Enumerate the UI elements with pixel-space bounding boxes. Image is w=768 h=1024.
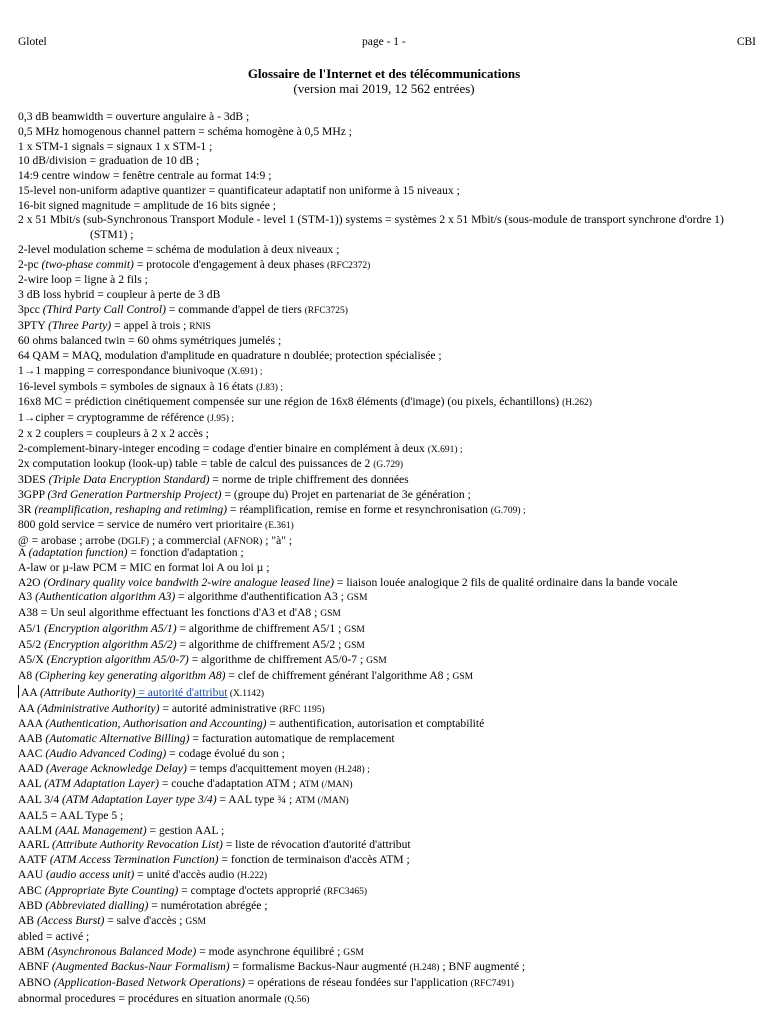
- glossary-entry: [18, 184, 758, 199]
- entry-definition: ; "à" ;: [262, 534, 293, 547]
- entry-definition: = liste de révocation d'autorité d'attribut: [222, 838, 411, 852]
- entry-definition: 3 dB loss hybrid = coupleur à perte de 3 dB: [18, 288, 221, 301]
- entry-expansion: (Abbreviated dialling): [45, 899, 149, 913]
- entry-definition: = liaison louée analogique 2 fils de qualité ordinaire dans la bande vocale: [334, 575, 678, 589]
- entry-source-note: (G.729): [373, 460, 404, 471]
- entry-term: A3: [18, 590, 36, 604]
- entry-expansion: (Three Party): [48, 318, 112, 332]
- glossary-entry: [18, 853, 758, 868]
- entry-definition: = authentification, autorisation et comptabilité: [266, 717, 485, 731]
- glossary-entry: [18, 349, 758, 364]
- entry-expansion: (Authentication, Authorisation and Accounting): [45, 717, 267, 731]
- glossary-entry: [18, 110, 758, 125]
- glossary-entry: [18, 154, 758, 169]
- entry-term: A: [18, 546, 29, 559]
- glossary-entry: [18, 653, 758, 669]
- entry-definition: = algorithme de chiffrement A5/1 ;: [176, 621, 345, 635]
- entry-definition: 800 gold service = service de numéro vert prioritaire: [18, 518, 266, 532]
- glossary-entry: [18, 334, 758, 349]
- entry-source-note: (J.95) ;: [207, 414, 234, 424]
- glossary-entry: [18, 914, 758, 930]
- glossary-entry: [18, 992, 758, 1008]
- entry-expansion: (Ciphering key generating algorithm A8): [35, 669, 226, 682]
- glossary-section-numeric: [18, 110, 758, 550]
- entry-definition: ; BNF augmenté ;: [439, 960, 526, 974]
- entry-source-note: GSM: [320, 609, 341, 619]
- entry-expansion: (Ordinary quality voice bandwith 2-wire analogue leased line): [43, 575, 334, 589]
- glossary-entry: [18, 793, 758, 809]
- entry-term: AA: [18, 701, 38, 715]
- entry-expansion: (Application-Based Network Operations): [53, 976, 246, 989]
- glossary-entry: [18, 606, 758, 622]
- entry-expansion: (Asynchronous Balanced Mode): [47, 944, 197, 958]
- glossary-entry: [18, 288, 758, 303]
- glossary-entry: [18, 546, 758, 561]
- entry-term: A5/1: [18, 621, 45, 635]
- glossary-entry: [18, 140, 758, 155]
- entry-term: A2O: [18, 575, 44, 589]
- entry-expansion: (Access Burst): [37, 914, 105, 927]
- entry-expansion: (Attribute Authority): [40, 685, 136, 699]
- entry-definition: abnormal procedures = procédures en situation anormale: [18, 991, 285, 1005]
- glossary-entry: [18, 199, 758, 214]
- glossary-entry: [18, 732, 758, 747]
- entry-source-note: ATM (/MAN): [295, 796, 349, 806]
- entry-definition: = réamplification, remise en forme et resynchronisation: [227, 502, 491, 516]
- glossary-entry: [18, 622, 758, 638]
- glossary-entry: [18, 411, 758, 427]
- glossary-entry: [18, 976, 758, 992]
- entry-source-note: (J.83) ;: [256, 382, 283, 393]
- entry-expansion: (Audio Advanced Coding): [45, 746, 167, 760]
- entry-definition: 60 ohms balanced twin = 60 ohms symétriques jumelés ;: [18, 334, 282, 348]
- glossary-entry: [18, 777, 758, 793]
- entry-definition: A38 = Un seul algorithme effectuant les fonctions d'A3 et d'A8 ;: [18, 606, 321, 619]
- entry-source-note: (RFC3465): [323, 886, 368, 897]
- entry-term: AAL: [18, 777, 45, 791]
- header-left: Glotel: [18, 36, 47, 48]
- entry-expansion: (ATM Adaptation Layer): [44, 777, 159, 791]
- entry-source-note: GSM: [452, 672, 474, 682]
- entry-term: AB: [18, 914, 38, 927]
- glossary-entry: [18, 213, 758, 243]
- entry-definition: 0,5 MHz homogenous channel pattern = schéma homogène à 0,5 MHz ;: [18, 124, 352, 138]
- entry-expansion: (Automatic Alternative Billing): [45, 732, 190, 745]
- entry-expansion: (Third Party Call Control): [42, 302, 166, 316]
- glossary-entry: [18, 884, 758, 900]
- entry-definition: 15-level non-uniform adaptive quantizer = quantificateur adaptatif non uniforme à 15 niveaux ;: [18, 183, 460, 197]
- entry-definition: = fonction d'adaptation ;: [127, 546, 244, 559]
- entry-term: AALM: [18, 823, 56, 837]
- entry-definition: 14:9 centre window = fenêtre centrale au format 14:9 ;: [18, 169, 272, 182]
- entry-source-note: (DGLF): [117, 537, 150, 547]
- entry-definition: = salve d'accès ;: [104, 914, 186, 927]
- entry-definition: 2 x 51 Mbit/s (sub-Synchronous Transport Module - level 1 (STM-1)) systems = systèmes 2 x 51 Mbit/s (sous-module de transport synchrone d'ordre 1) (STM1) ;: [18, 213, 724, 241]
- entry-term: AATF: [18, 853, 50, 866]
- entry-term: 3DES: [18, 473, 49, 486]
- entry-term: AAA: [18, 717, 46, 731]
- entry-definition: 1→1 mapping = correspondance biunivoque: [18, 363, 228, 377]
- entry-definition: 2-level modulation scheme = schéma de modulation à deux niveaux ;: [18, 242, 340, 256]
- entry-definition: 1→cipher = cryptogramme de référence: [18, 411, 208, 424]
- entry-expansion: (Encryption algorithm A5/1): [44, 621, 177, 635]
- entry-definition: 64 QAM = MAQ, modulation d'amplitude en quadrature n doublée; protection spécialisée ;: [18, 349, 442, 362]
- entry-definition: 16-bit signed magnitude = amplitude de 16 bits signée ;: [18, 198, 277, 212]
- entry-definition: = commande d'appel de tiers: [165, 302, 305, 316]
- entry-link[interactable]: = autorité d'attribut: [135, 685, 228, 699]
- glossary-entry: [18, 960, 758, 976]
- entry-source-note: (Q.56): [284, 994, 310, 1005]
- entry-expansion: (Authentication algorithm A3): [35, 590, 176, 604]
- glossary-entry: [18, 518, 758, 534]
- entry-definition: = AAL type ¾ ;: [216, 793, 296, 806]
- entry-source-note: ATM (/MAN): [298, 780, 353, 791]
- text-cursor: [18, 685, 19, 698]
- entry-term: AARL: [18, 838, 53, 852]
- entry-term: 2-pc: [18, 257, 42, 271]
- entry-source-note: (AFNOR): [223, 537, 263, 547]
- glossary-entry: [18, 319, 758, 335]
- entry-term: ABD: [18, 899, 46, 913]
- glossary-entry: [18, 638, 758, 654]
- entry-term: ABC: [18, 883, 45, 897]
- entry-term: AA: [21, 685, 41, 699]
- entry-definition: = algorithme de chiffrement A5/2 ;: [176, 637, 345, 651]
- entry-term: AAU: [18, 867, 47, 881]
- entry-definition: = couche d'adaptation ATM ;: [158, 777, 299, 791]
- entry-source-note: GSM: [344, 640, 365, 651]
- entry-term: 3PTY: [18, 318, 49, 332]
- entry-definition: 2x computation lookup (look-up) table = table de calcul des puissances de 2: [18, 457, 374, 471]
- entry-term: ABNO: [18, 976, 54, 989]
- entry-expansion: (Augmented Backus-Naur Formalism): [51, 960, 230, 974]
- entry-definition: = fonction de terminaison d'accès ATM ;: [218, 853, 410, 866]
- glossary-entry: [18, 685, 758, 702]
- document-title: Glossaire de l'Internet et des télécommunications: [247, 66, 521, 81]
- glossary-entry: [18, 809, 758, 824]
- glossary-entry: [18, 930, 758, 945]
- entry-definition: = unité d'accès audio: [134, 867, 238, 881]
- entry-source-note: (H.262): [562, 398, 592, 409]
- entry-source-note: GSM: [346, 593, 368, 604]
- entry-definition: @ = arobase ; arrobe: [18, 534, 118, 547]
- entry-source-note: (RFC2372): [327, 260, 371, 271]
- document-subtitle: (version mai 2019, 12 562 entrées): [293, 81, 475, 96]
- entry-definition: = mode asynchrone équilibré ;: [196, 944, 344, 958]
- glossary-entry: [18, 427, 758, 442]
- glossary-entry: [18, 899, 758, 914]
- entry-source-note: GSM: [343, 947, 364, 958]
- entry-definition: ; a commercial: [149, 534, 224, 547]
- glossary-entry: [18, 169, 758, 184]
- entry-term: AAB: [18, 732, 46, 745]
- glossary-entry: [18, 824, 758, 839]
- glossary-entry: [18, 561, 758, 576]
- entry-definition: = clef de chiffrement générant l'algorithme A8 ;: [225, 669, 453, 682]
- entry-definition: = formalisme Backus-Naur augmenté: [229, 960, 410, 974]
- glossary-entry: [18, 488, 758, 503]
- entry-expansion: (reamplification, reshaping and retiming): [34, 502, 228, 516]
- entry-expansion: (Administrative Authority): [37, 701, 160, 715]
- glossary-entry: [18, 945, 758, 961]
- glossary-entry: [18, 702, 758, 718]
- entry-definition: = gestion AAL ;: [146, 823, 225, 837]
- entry-definition: = norme de triple chiffrement des données: [209, 473, 409, 486]
- entry-definition: = opérations de réseau fondées sur l'application: [245, 976, 471, 989]
- entry-definition: = (groupe du) Projet en partenariat de 3e génération ;: [221, 487, 471, 501]
- entry-definition: = facturation automatique de remplacement: [189, 732, 395, 745]
- glossary-entry: [18, 442, 758, 458]
- entry-expansion: (3rd Generation Partnership Project): [47, 487, 222, 501]
- entry-definition: A-law or µ-law PCM = MIC en format loi A ou loi µ ;: [18, 560, 270, 574]
- entry-definition: = autorité administrative: [159, 701, 280, 715]
- entry-definition: = numérotation abrégée ;: [148, 899, 268, 913]
- entry-definition: 2 x 2 couplers = coupleurs à 2 x 2 accès ;: [18, 426, 210, 440]
- entry-expansion: (two-phase commit): [41, 257, 134, 271]
- entry-expansion: (Average Acknowledge Delay): [46, 761, 187, 775]
- page-header: [18, 36, 756, 50]
- glossary-entry: [18, 590, 758, 606]
- entry-expansion: (Appropriate Byte Counting): [44, 883, 179, 897]
- entry-term: AAL 3/4: [18, 793, 63, 806]
- glossary-entry: [18, 364, 758, 380]
- entry-source-note: (H.248) ;: [334, 764, 370, 775]
- entry-term: ABM: [18, 944, 48, 958]
- glossary-entry: [18, 258, 758, 274]
- glossary-entry: [18, 125, 758, 140]
- glossary-entry: [18, 380, 758, 396]
- entry-definition: = algorithme d'authentification A3 ;: [175, 590, 347, 604]
- entry-source-note: GSM: [344, 624, 365, 635]
- entry-definition: 0,3 dB beamwidth = ouverture angulaire à - 3dB ;: [18, 110, 250, 123]
- entry-term: A5/X: [18, 653, 47, 667]
- entry-term: AAD: [18, 761, 47, 775]
- entry-definition: = algorithme de chiffrement A5/0-7 ;: [188, 653, 367, 667]
- entry-source-note: (RFC7491): [470, 979, 514, 989]
- entry-definition: 2-complement-binary-integer encoding = codage d'entier binaire en complément à deux: [18, 441, 428, 455]
- entry-term: ABNF: [18, 960, 52, 974]
- entry-definition: = temps d'acquittement moyen: [186, 761, 335, 775]
- glossary-entry: [18, 503, 758, 519]
- entry-definition: 16-level symbols = symboles de signaux à 16 états: [18, 379, 257, 393]
- entry-source-note: (E.361): [265, 521, 294, 532]
- glossary-entry: [18, 303, 758, 319]
- glossary-entry: [18, 747, 758, 762]
- entry-definition: = comptage d'octets approprié: [178, 883, 324, 897]
- entry-expansion: (Encryption algorithm A5/2): [44, 637, 177, 651]
- entry-expansion: (ATM Access Termination Function): [49, 853, 219, 866]
- entry-expansion: (audio access unit): [46, 867, 135, 881]
- entry-source-note: GSM: [185, 917, 206, 927]
- entry-source-note: (X.1142): [227, 688, 265, 699]
- entry-source-note: GSM: [366, 656, 387, 667]
- glossary-entry: [18, 717, 758, 732]
- entry-term: 3pcc: [18, 302, 43, 316]
- entry-expansion: (adaptation function): [28, 546, 128, 559]
- entry-source-note: RNIS: [189, 321, 211, 332]
- glossary-entry: [18, 273, 758, 288]
- glossary-entry: [18, 473, 758, 488]
- entry-term: A5/2: [18, 637, 45, 651]
- entry-definition: = codage évolué du son ;: [166, 746, 285, 760]
- entry-source-note: (X.691) ;: [427, 444, 463, 455]
- entry-definition: 16x8 MC = prédiction cinétiquement compensée sur une région de 16x8 éléments (d'image) (ou pixels, échantillons): [18, 395, 563, 409]
- entry-source-note: (G.709) ;: [490, 505, 526, 516]
- page-number: page - 1 -: [362, 36, 406, 48]
- entry-term: 3GPP: [18, 487, 48, 501]
- entry-expansion: (Triple Data Encryption Standard): [48, 473, 210, 486]
- entry-source-note: (X.691) ;: [227, 366, 263, 377]
- entry-source-note: (RFC 1195): [279, 704, 325, 715]
- entry-definition: = appel à trois ;: [111, 318, 190, 332]
- glossary-entry: [18, 868, 758, 884]
- entry-expansion: (Attribute Authority Revocation List): [52, 838, 223, 852]
- entry-expansion: (ATM Adaptation Layer type 3/4): [62, 793, 217, 806]
- entry-definition: = protocole d'engagement à deux phases: [133, 257, 328, 271]
- entry-source-note: (H.222): [237, 870, 268, 881]
- entry-term: AAC: [18, 746, 46, 760]
- glossary-section-a: [18, 546, 758, 1008]
- entry-source-note: (H.248): [409, 963, 440, 974]
- entry-source-note: (RFC3725): [304, 305, 348, 316]
- header-right: CBI: [736, 36, 756, 48]
- entry-definition: 10 dB/division = graduation de 10 dB ;: [18, 154, 200, 168]
- glossary-entry: [18, 576, 758, 591]
- glossary-entry: [18, 669, 758, 685]
- entry-expansion: (Encryption algorithm A5/0-7): [46, 653, 189, 667]
- entry-definition: 1 x STM-1 signals = signaux 1 x STM-1 ;: [18, 139, 213, 153]
- glossary-entry: [18, 395, 758, 411]
- entry-definition: AAL5 = AAL Type 5 ;: [18, 808, 124, 822]
- glossary-entry: [18, 838, 758, 853]
- entry-definition: abled = activé ;: [18, 929, 90, 943]
- glossary-entry: [18, 762, 758, 778]
- glossary-entry: [18, 457, 758, 473]
- entry-term: A8: [18, 669, 36, 682]
- entry-definition: 2-wire loop = ligne à 2 fils ;: [18, 273, 148, 287]
- entry-term: 3R: [18, 502, 35, 516]
- glossary-entry: [18, 243, 758, 258]
- entry-expansion: (AAL Management): [55, 823, 147, 837]
